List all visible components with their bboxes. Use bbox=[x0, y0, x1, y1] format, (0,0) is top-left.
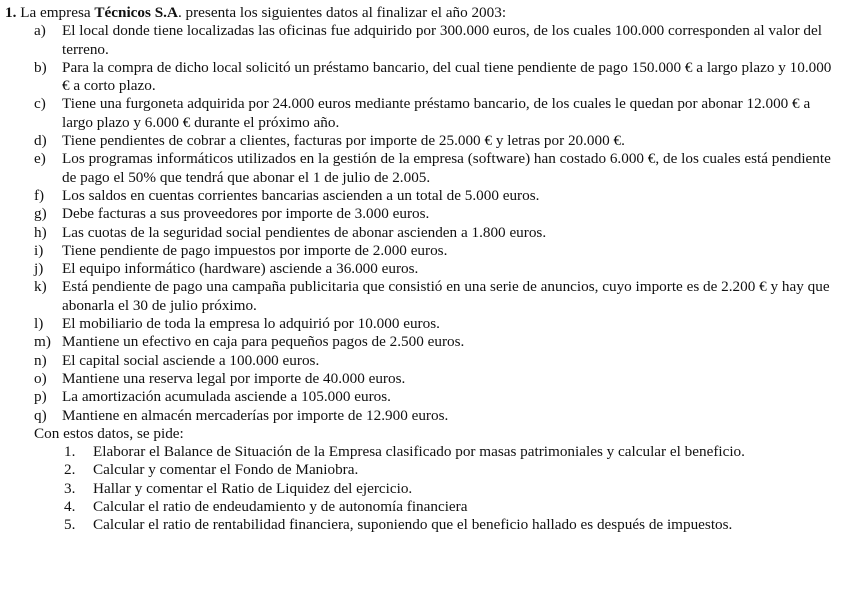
data-item bbox=[5, 59, 848, 96]
item-text: Tiene pendientes de cobrar a clientes, facturas por importe de 25.000 € y letras por 20.000 €. bbox=[62, 132, 625, 150]
data-item bbox=[5, 187, 848, 205]
item-text: Mantiene un efectivo en caja para pequeños pagos de 2.500 euros. bbox=[62, 333, 465, 351]
item-letter: e) bbox=[34, 150, 46, 168]
task-number: 3. bbox=[64, 479, 76, 497]
task-item bbox=[5, 498, 848, 516]
problem-intro bbox=[5, 4, 848, 22]
data-item bbox=[5, 150, 848, 187]
item-letter: c) bbox=[34, 95, 46, 113]
item-text: El capital social asciende a 100.000 euros. bbox=[62, 351, 320, 369]
item-letter: n) bbox=[34, 351, 47, 369]
task-item bbox=[5, 443, 848, 461]
tasks-list bbox=[5, 443, 848, 534]
questions-heading: Con estos datos, se pide: bbox=[34, 424, 184, 442]
item-text: Tiene una furgoneta adquirida por 24.000 euros mediante préstamo bancario, de los cuales le quedan por abonar 12.000 € a largo plazo y 6.000 € durante el próximo año. bbox=[62, 95, 811, 131]
data-item bbox=[5, 260, 848, 278]
item-text: Mantiene en almacén mercaderías por importe de 12.900 euros. bbox=[62, 406, 449, 424]
task-item bbox=[5, 516, 848, 534]
item-letter: g) bbox=[34, 205, 47, 223]
data-item bbox=[5, 333, 848, 351]
data-item bbox=[5, 407, 848, 425]
item-letter: p) bbox=[34, 388, 47, 406]
data-item bbox=[5, 132, 848, 150]
intro-pre: La empresa bbox=[16, 4, 95, 21]
data-item bbox=[5, 315, 848, 333]
item-letter: k) bbox=[34, 278, 47, 296]
item-text: Está pendiente de pago una campaña publicitaria que consistió en una serie de anuncios, cuyo importe es de 2.200 € y hay que abonarla el 30 de julio próximo. bbox=[62, 278, 830, 314]
item-text: El equipo informático (hardware) asciende a 36.000 euros. bbox=[62, 260, 419, 278]
item-letter: m) bbox=[34, 333, 51, 351]
data-item bbox=[5, 242, 848, 260]
item-text: Tiene pendiente de pago impuestos por importe de 2.000 euros. bbox=[62, 241, 448, 259]
data-item bbox=[5, 95, 848, 132]
item-letter: d) bbox=[34, 132, 47, 150]
data-item bbox=[5, 352, 848, 370]
task-text: Calcular y comentar el Fondo de Maniobra. bbox=[93, 461, 359, 479]
data-item bbox=[5, 22, 848, 59]
item-letter: j) bbox=[34, 260, 44, 278]
item-letter: l) bbox=[34, 315, 44, 333]
data-item bbox=[5, 205, 848, 223]
item-text: Las cuotas de la seguridad social pendientes de abonar ascienden a 1.800 euros. bbox=[62, 223, 547, 241]
item-letter: h) bbox=[34, 223, 47, 241]
item-text: Para la compra de dicho local solicitó un préstamo bancario, del cual tiene pendiente de pago 150.000 € a largo plazo y 10.000 € a corto plazo. bbox=[62, 58, 832, 95]
task-text: Hallar y comentar el Ratio de Liquidez del ejercicio. bbox=[93, 479, 413, 497]
item-letter: b) bbox=[34, 58, 47, 76]
task-item bbox=[5, 480, 848, 498]
data-item bbox=[5, 224, 848, 242]
item-letter: q) bbox=[34, 406, 47, 424]
task-number: 5. bbox=[64, 516, 76, 534]
item-letter: o) bbox=[34, 369, 47, 387]
task-text: Calcular el ratio de rentabilidad financiera, suponiendo que el beneficio hallado es después de impuestos. bbox=[93, 516, 733, 534]
task-number: 2. bbox=[64, 461, 76, 479]
data-item bbox=[5, 388, 848, 406]
task-number: 4. bbox=[64, 498, 76, 516]
data-item bbox=[5, 278, 848, 315]
item-text: Los programas informáticos utilizados en la gestión de la empresa (software) han costado 6.000 €, de los cuales está pendiente de pago el 50% que tendrá que abonar el 1 de julio de 2.005. bbox=[62, 150, 831, 186]
item-letter: i) bbox=[34, 241, 44, 259]
task-number: 1. bbox=[64, 443, 76, 461]
intro-post: . presenta los siguientes datos al finalizar el año 2003: bbox=[177, 4, 507, 21]
item-letter: a) bbox=[34, 22, 46, 40]
data-item bbox=[5, 370, 848, 388]
item-text: Los saldos en cuentas corrientes bancarias ascienden a un total de 5.000 euros. bbox=[62, 186, 540, 204]
item-text: Mantiene una reserva legal por importe de 40.000 euros. bbox=[62, 369, 406, 387]
task-item bbox=[5, 461, 848, 479]
problem-number: 1. bbox=[5, 4, 17, 21]
item-letter: f) bbox=[34, 186, 45, 204]
item-text: El local donde tiene localizadas las oficinas fue adquirido por 300.000 euros, de los cuales 100.000 corresponden al valor del terreno. bbox=[62, 22, 822, 58]
item-text: Debe facturas a sus proveedores por importe de 3.000 euros. bbox=[62, 205, 430, 223]
item-text: La amortización acumulada asciende a 105.000 euros. bbox=[62, 388, 391, 406]
company-name: Técnicos S.A bbox=[94, 4, 178, 21]
data-items-list bbox=[5, 22, 848, 425]
task-text: Elaborar el Balance de Situación de la Empresa clasificado por masas patrimoniales y calcular el beneficio. bbox=[93, 443, 745, 461]
task-text: Calcular el ratio de endeudamiento y de autonomía financiera bbox=[93, 498, 468, 516]
item-text: El mobiliario de toda la empresa lo adquirió por 10.000 euros. bbox=[62, 315, 440, 333]
